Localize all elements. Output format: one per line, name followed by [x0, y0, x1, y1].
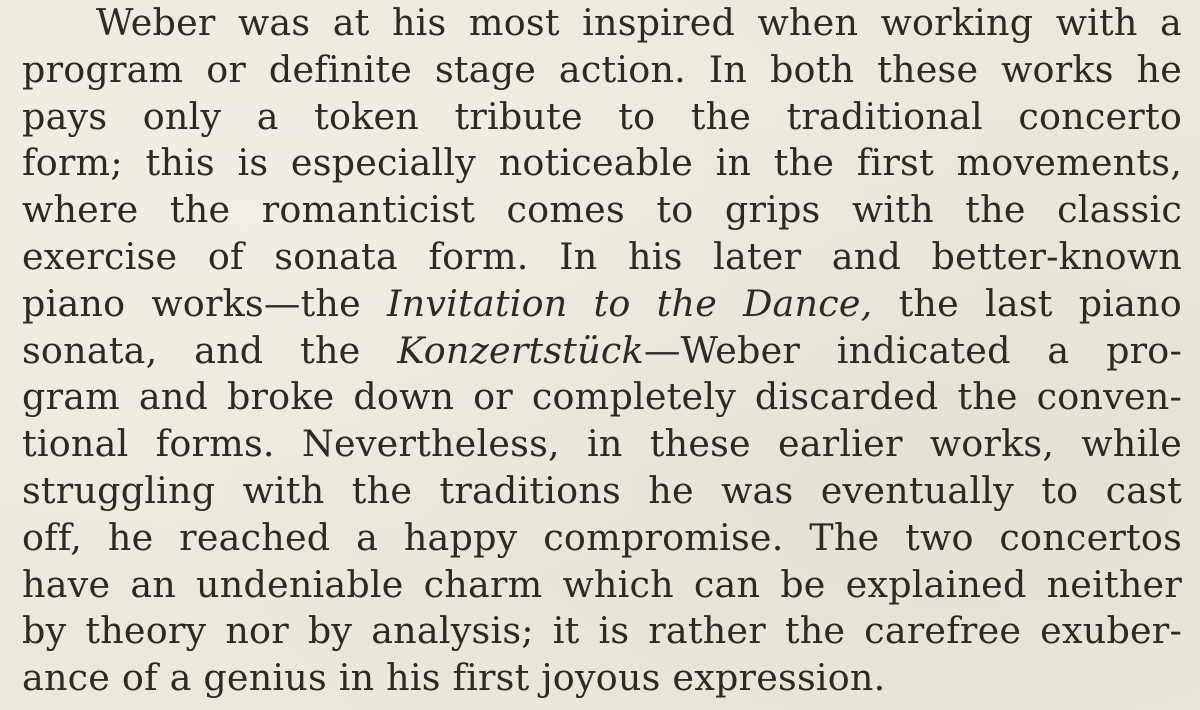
- text-line: struggling with the traditions he was eventually to cast: [22, 468, 1182, 512]
- text-run: the last piano: [898, 281, 1182, 325]
- text-line: off, he reached a happy compromise. The two concertos: [22, 515, 1182, 559]
- text-line: form; this is especially noticeable in the first movements,: [22, 141, 1182, 185]
- italic-title-invitation: Invitation to the Dance,: [387, 281, 873, 325]
- text-line: Weber was at his most inspired when working with a: [96, 1, 1182, 44]
- text-line: where the romanticist comes to grips with the classic: [22, 188, 1182, 232]
- text-run: piano works—the: [22, 281, 361, 325]
- text-line: gram and broke down or completely discarded the conven-: [22, 375, 1182, 419]
- text-line: exercise of sonata form. In his later and better-known: [22, 234, 1182, 278]
- text-line: [22, 328, 1182, 375]
- italic-title-konzertstuck: Konzertstück: [397, 328, 644, 372]
- text-line: have an undeniable charm which can be explained neither: [22, 562, 1182, 606]
- text-line: by theory nor by analysis; it is rather the carefree exuber-: [22, 609, 1182, 653]
- text-line: tional forms. Nevertheless, in these earlier works, while: [22, 422, 1182, 466]
- text-line: ance of a genius in his first joyous expression.: [22, 656, 886, 700]
- body-paragraph: [22, 0, 1182, 702]
- text-line: program or definite stage action. In both these works he: [22, 47, 1182, 91]
- text-line: [22, 281, 1182, 328]
- text-run: sonata, and the: [22, 328, 361, 372]
- text-line: pays only a token tribute to the traditional concerto: [22, 94, 1182, 138]
- text-run: —Weber indicated a pro-: [643, 328, 1182, 372]
